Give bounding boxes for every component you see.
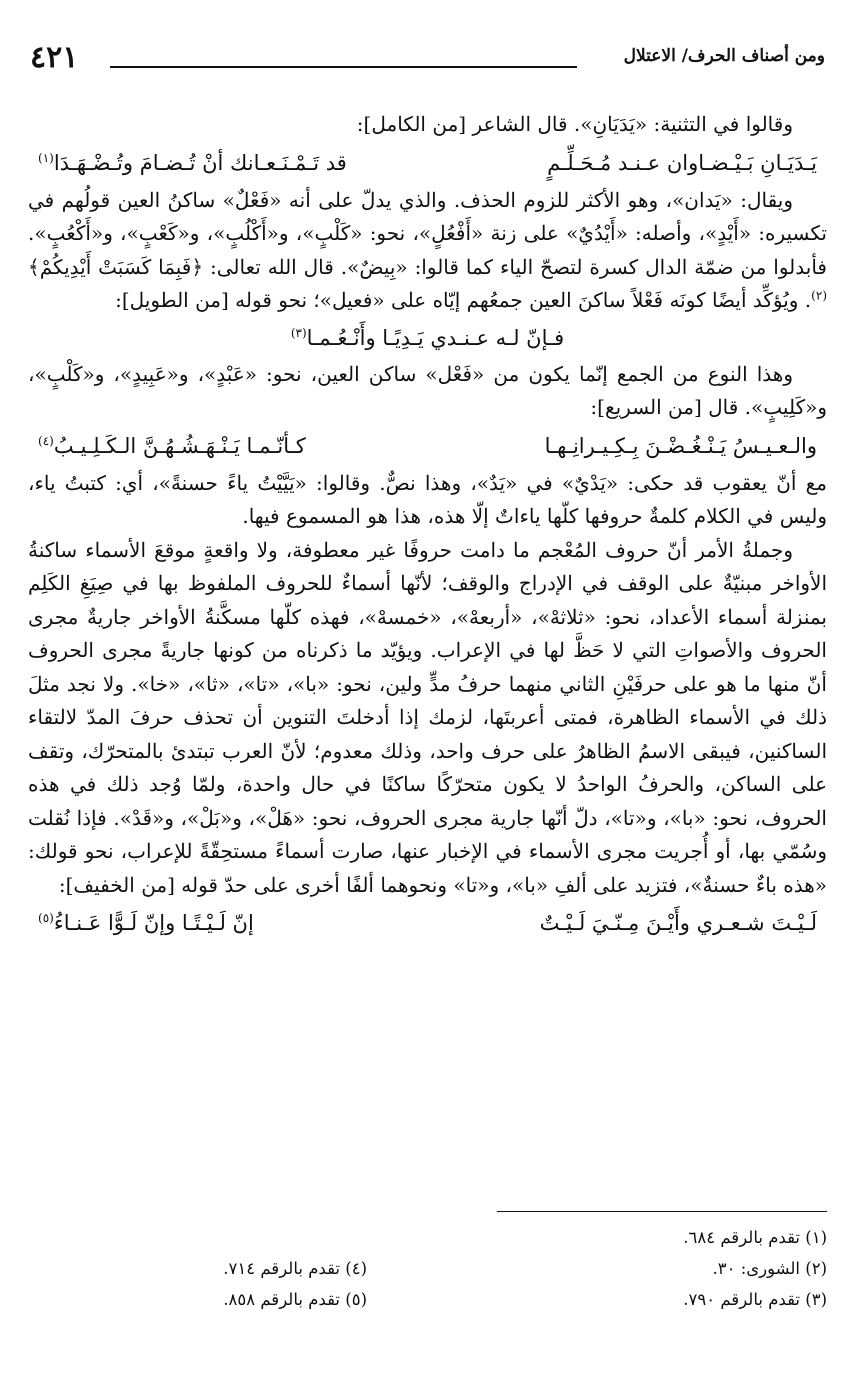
verse-first-hemistich: والـعـيـسُ يَـنْـغُـضْـنَ بِـكِـيـرانِـهـا <box>544 433 817 458</box>
paragraph: وجملةُ الأمر أنّ حروف المُعْجم ما دامت حروفًا غير معطوفة، ولا واقعةٍ موقعَ الأسماء ساكنةُ الأواخر مبنيّةٌ على الوقف في الإدراج والوقف؛ لأنّها أسماءٌ للحروف الملفوظ بها في صِيَغِ الكَلِم بمنزلة أسماء الأعداد، نحو: «ثلاثهْ»، «أربعهْ»، «خمسهْ»، فهذه كلّها مسكَّنةُ الأواخر جاريةٌ مجرى الحروف والأصواتِ التي لا حَظَّ لها في الإعراب. ويؤيّد ما ذكرناه من كونها جاريةً مجرى الحروف أنّ منها ما هو على حرفَيْنِ الثاني منهما حرفُ مدٍّ ولين، نحو: «با»، «تا»، «ثا»، «خا». ولا نجد مثلَ ذلك في الأسماء الظاهرة، فمتى أعربتَها، لزمك إذا أدخلتَ التنوين أن تحذف حرفَ المدّ لالتقاء الساكنين، فيبقى الاسمُ الظاهرُ على حرف واحد، وذلك معدوم؛ لأنّ العرب تبتدئ بالمتحرّك، وتقف على الساكن، والحرفُ الواحدُ لا يكون متحرّكًا ساكنًا في حال واحدة، ولمّا وُجد ذلك في هذه الحروف، نحو: «با»، و«تا»، دلّ أنّها جارية مجرى الحروف، نحو: «هَلْ»، و«بَلْ»، و«قَدْ». فإذا نُقلت وسُمّي بها، أو أُجريت مجرى الأسماء في الإخبار عنها، صارت أسماءً مستحِقّةً للإعراب، نحو قولك: «هذه باءٌ حسنةٌ»، فتزيد على ألفِ «با»، و«تا» ونحوهما ألفًا أخرى على حدّ قوله [من الخفيف]: <box>28 537 827 897</box>
chapter-title: ومن أصناف الحرف/ الاعتلال <box>623 46 825 66</box>
paragraph: وقالوا في التثنية: «يَدَيَانِ». قال الشاعر [من الكامل]: <box>356 112 793 136</box>
paragraph <box>28 184 827 318</box>
footnote-4: (٤) تقدم بالرقم ٧١٤. <box>223 1259 367 1278</box>
verse-text: قد تَـمْـنَـعـانك أنْ تُـضـامَ وتُـضْـهَـدَا <box>53 150 347 175</box>
paragraph: وهذا النوع من الجمع إنّما يكون من «فَعْل» ساكن العين، نحو: «عَبْدٍ»، و«عَبِيدٍ»، و«كَلْبٍ»، و«كَلِيبٍ». قال [من السريع]: <box>28 361 827 419</box>
main-text <box>28 108 827 944</box>
footnote-row <box>28 1284 827 1315</box>
footnote-1: (١) تقدم بالرقم ٦٨٤. <box>683 1228 827 1247</box>
running-header <box>30 40 825 80</box>
verse-second-hemistich <box>38 427 306 465</box>
header-rule <box>110 66 577 68</box>
verse-text: كـأنّـمـا يَـنْـهَـشُـهُـنَّ الـكَـلِـيـبُ <box>53 433 306 458</box>
verse-first-hemistich: لَـيْـتَ شـعـري وأَيْـنَ مِـنّـيَ لَـيْـتٌ <box>539 911 817 935</box>
verse-second-hemistich <box>38 904 254 942</box>
verse <box>28 902 827 944</box>
verse-text: إنّ لَـيْـتًـا وإنّ لَـوًّا عَـنـاءُ <box>53 911 254 935</box>
footnote-separator <box>497 1211 827 1212</box>
paragraph: مع أنّ يعقوب قد حكى: «يَدْيٌ» في «يَدٌ»، وهذا نصٌّ. وقالوا: «يَيَّيْتُ ياءً حسنةً»، أي: كتبتُ ياء، وليس في الكلام كلمةٌ حروفها كلّها ياءاتٌ إلّا هذه، هذا هو المسموع فيها. <box>28 470 827 528</box>
page-number: ٤٢١ <box>30 40 79 75</box>
verse-text: فـإنّ لـه عـنـدي يَـدِيًـا وأَنْـعُـمـا <box>306 325 565 350</box>
footnote-row <box>28 1253 827 1284</box>
verse <box>28 142 827 184</box>
verse-second-hemistich <box>38 144 347 182</box>
footnote-marker: (٢) <box>811 288 827 303</box>
footnote-marker: (٥) <box>38 911 54 925</box>
paragraph-text: ويقال: «يَدان»، وهو الأكثر للزوم الحذف. والذي يدلّ على أنه «فَعْلٌ» ساكنُ العين قولُهم في تكسيره: «أَيْدٍ»، وأصله: «أَيْدُيٌ» على زنة «أَفْعُلٍ»، نحو: «كَلْبٍ»، و«أَكْلُبٍ»، و«كَعْبٍ»، و«أَكْعُبٍ». فأبدلوا من ضمّة الدال كسرة لتصحّ الياء كما قالوا: «بِيضٌ». قال الله تعالى: ﴿فَبِمَا كَسَبَتْ أَيْدِيكُمْ﴾ <box>28 187 827 279</box>
verse-first-hemistich: يَـدَيَـانِ بَـيْـضـاوان عـنـد مُـحَـلِّـمٍ <box>547 150 817 175</box>
paragraph-text: . ويُؤكِّد أيضًا كونَه فَعْلاً ساكنَ العين جمعُهم إيّاه على «فعيل»؛ نحو قوله [من الطويل]: <box>115 288 812 312</box>
footnote-marker: (٣) <box>290 325 307 340</box>
footnote-marker: (٤) <box>38 433 54 448</box>
footnote-3: (٣) تقدم بالرقم ٧٩٠. <box>683 1290 827 1309</box>
footnote-2: (٢) الشورى: ٣٠. <box>712 1259 827 1278</box>
footnote-row <box>28 1222 827 1253</box>
footnote-5: (٥) تقدم بالرقم ٨٥٨. <box>223 1290 367 1309</box>
verse <box>28 318 827 358</box>
verse <box>28 425 827 467</box>
footnotes <box>28 1222 827 1315</box>
footnote-marker: (١) <box>38 150 54 165</box>
